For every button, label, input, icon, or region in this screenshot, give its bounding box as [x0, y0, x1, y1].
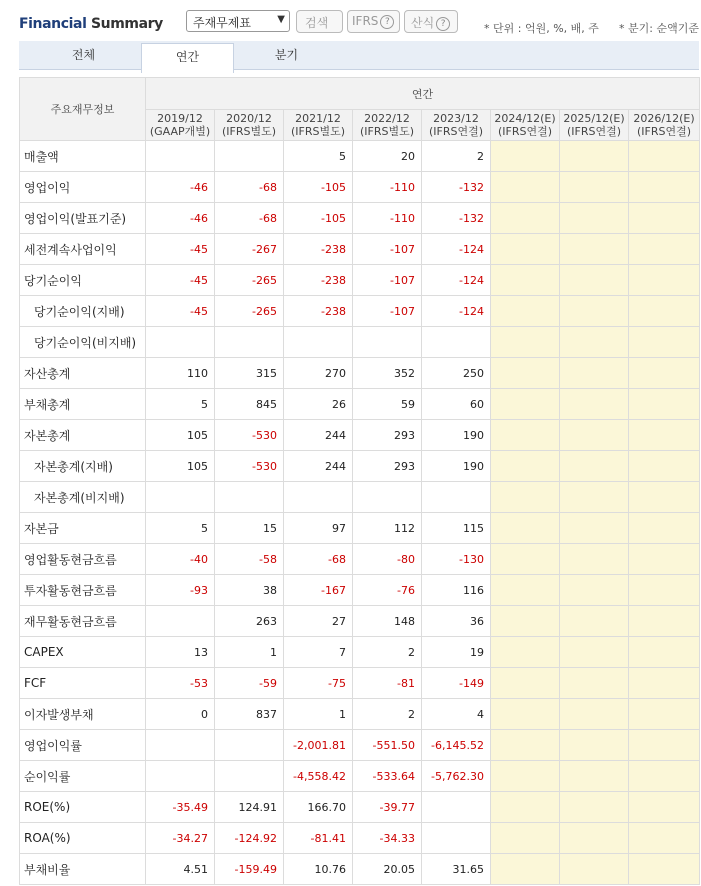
page-title [19, 16, 163, 32]
value-cell: -124 [422, 296, 491, 327]
value-cell: 2 [422, 141, 491, 172]
period-year: 2019/12 [157, 112, 203, 125]
value-cell [629, 327, 700, 358]
value-cell: 190 [422, 451, 491, 482]
row-label: 자본금 [20, 513, 146, 544]
value-cell: 244 [284, 420, 353, 451]
value-cell [422, 482, 491, 513]
row-label: 순이익률 [20, 761, 146, 792]
row-label: 영업활동현금흐름 [20, 544, 146, 575]
value-cell [629, 389, 700, 420]
period-basis: (IFRS연결) [497, 125, 553, 138]
value-cell: 26 [284, 389, 353, 420]
value-cell: 10.76 [284, 854, 353, 885]
value-cell: -107 [353, 265, 422, 296]
table-row [20, 389, 700, 420]
row-label: 부채비율 [20, 854, 146, 885]
value-cell: 19 [422, 637, 491, 668]
value-cell: 0 [146, 699, 215, 730]
value-cell: 293 [353, 451, 422, 482]
period-year: 2020/12 [226, 112, 272, 125]
value-cell [491, 513, 560, 544]
value-cell: -124.92 [215, 823, 284, 854]
value-cell [215, 482, 284, 513]
value-cell [560, 234, 629, 265]
value-cell [491, 668, 560, 699]
value-cell: -46 [146, 172, 215, 203]
value-cell [629, 699, 700, 730]
value-cell [560, 761, 629, 792]
value-cell [491, 637, 560, 668]
value-cell: -238 [284, 265, 353, 296]
value-cell [560, 451, 629, 482]
table-row [20, 854, 700, 885]
period-basis: (IFRS별도) [290, 125, 346, 138]
value-cell: -124 [422, 265, 491, 296]
value-cell [560, 482, 629, 513]
value-cell: 59 [353, 389, 422, 420]
period-header [215, 110, 284, 141]
value-cell: -93 [146, 575, 215, 606]
value-cell [560, 420, 629, 451]
value-cell: -132 [422, 203, 491, 234]
value-cell [629, 482, 700, 513]
value-cell [422, 792, 491, 823]
value-cell: 4.51 [146, 854, 215, 885]
value-cell [560, 637, 629, 668]
column-group-header: 연간 [146, 78, 700, 110]
value-cell [560, 699, 629, 730]
value-cell: -530 [215, 451, 284, 482]
table-row [20, 420, 700, 451]
value-cell: 250 [422, 358, 491, 389]
value-cell [491, 699, 560, 730]
value-cell [146, 482, 215, 513]
value-cell [629, 575, 700, 606]
period-header [284, 110, 353, 141]
row-label: 자산총계 [20, 358, 146, 389]
value-cell [491, 823, 560, 854]
value-cell: -58 [215, 544, 284, 575]
value-cell [146, 730, 215, 761]
value-cell: -132 [422, 172, 491, 203]
table-row [20, 513, 700, 544]
value-cell [560, 172, 629, 203]
period-header [560, 110, 629, 141]
value-cell: 105 [146, 451, 215, 482]
value-cell: -149 [422, 668, 491, 699]
value-cell [491, 761, 560, 792]
chevron-down-icon: ▼ [277, 14, 285, 25]
value-cell [629, 730, 700, 761]
value-cell: 2 [353, 637, 422, 668]
value-cell [491, 482, 560, 513]
value-cell [560, 358, 629, 389]
row-label: FCF [20, 668, 146, 699]
value-cell: -124 [422, 234, 491, 265]
value-cell: -551.50 [353, 730, 422, 761]
value-cell [491, 141, 560, 172]
value-cell: -34.33 [353, 823, 422, 854]
value-cell: -75 [284, 668, 353, 699]
value-cell [560, 203, 629, 234]
value-cell [353, 482, 422, 513]
value-cell: 60 [422, 389, 491, 420]
period-year: 2025/12(E) [563, 112, 625, 125]
row-label: 투자활동현금흐름 [20, 575, 146, 606]
value-cell: 31.65 [422, 854, 491, 885]
row-label: 당기순이익 [20, 265, 146, 296]
period-year: 2021/12 [295, 112, 341, 125]
row-label: 자본총계(비지배) [20, 482, 146, 513]
value-cell: -34.27 [146, 823, 215, 854]
value-cell: 270 [284, 358, 353, 389]
period-basis: (IFRS연결) [636, 125, 692, 138]
value-cell [146, 141, 215, 172]
table-row [20, 792, 700, 823]
formula-button-label: 산식 [411, 16, 435, 30]
value-cell [560, 265, 629, 296]
value-cell [560, 668, 629, 699]
value-cell [491, 420, 560, 451]
period-year: 2026/12(E) [633, 112, 695, 125]
value-cell [629, 823, 700, 854]
period-basis: (IFRS연결) [566, 125, 622, 138]
row-label: ROE(%) [20, 792, 146, 823]
value-cell: -40 [146, 544, 215, 575]
value-cell: -110 [353, 172, 422, 203]
value-cell: 112 [353, 513, 422, 544]
value-cell: -110 [353, 203, 422, 234]
table-row [20, 699, 700, 730]
value-cell: 315 [215, 358, 284, 389]
value-cell: 97 [284, 513, 353, 544]
unit-note: * 단위 : 억원, %, 배, 주 [484, 22, 599, 35]
period-header [422, 110, 491, 141]
table-row [20, 606, 700, 637]
value-cell [629, 265, 700, 296]
value-cell: 4 [422, 699, 491, 730]
value-cell: -46 [146, 203, 215, 234]
value-cell: 20.05 [353, 854, 422, 885]
period-basis: (IFRS연결) [428, 125, 484, 138]
financial-summary-table [19, 77, 700, 885]
value-cell: 1 [284, 699, 353, 730]
tab-all[interactable]: 전체 [71, 48, 96, 62]
formula-help-button[interactable] [404, 10, 458, 33]
value-cell: 5 [146, 513, 215, 544]
value-cell: -265 [215, 296, 284, 327]
value-cell: -5,762.30 [422, 761, 491, 792]
row-label: 매출액 [20, 141, 146, 172]
value-cell: -59 [215, 668, 284, 699]
value-cell: -265 [215, 265, 284, 296]
value-cell: -68 [215, 203, 284, 234]
row-label: 부채총계 [20, 389, 146, 420]
period-header [629, 110, 700, 141]
tab-annual[interactable]: 연간 [141, 43, 234, 73]
value-cell: 845 [215, 389, 284, 420]
row-label: 세전계속사업이익 [20, 234, 146, 265]
table-row [20, 761, 700, 792]
value-cell: 148 [353, 606, 422, 637]
period-year: 2024/12(E) [494, 112, 556, 125]
value-cell: 166.70 [284, 792, 353, 823]
table-row [20, 265, 700, 296]
value-cell: 105 [146, 420, 215, 451]
ifrs-button-label: IFRS [352, 14, 379, 28]
table-row [20, 141, 700, 172]
value-cell: -39.77 [353, 792, 422, 823]
value-cell: -167 [284, 575, 353, 606]
table-row [20, 234, 700, 265]
value-cell [215, 761, 284, 792]
tab-quarterly[interactable]: 분기 [274, 48, 299, 62]
value-cell [422, 823, 491, 854]
value-cell: 20 [353, 141, 422, 172]
value-cell: 7 [284, 637, 353, 668]
value-cell [284, 482, 353, 513]
value-cell: -45 [146, 296, 215, 327]
table-row [20, 451, 700, 482]
value-cell [560, 606, 629, 637]
title-summary: Summary [90, 16, 163, 32]
value-cell [560, 141, 629, 172]
value-cell: -81 [353, 668, 422, 699]
value-cell: 116 [422, 575, 491, 606]
value-cell [560, 327, 629, 358]
value-cell: 110 [146, 358, 215, 389]
row-label: 당기순이익(비지배) [20, 327, 146, 358]
row-label: 당기순이익(지배) [20, 296, 146, 327]
value-cell [629, 854, 700, 885]
value-cell [353, 327, 422, 358]
value-cell [629, 606, 700, 637]
value-cell: 2 [353, 699, 422, 730]
row-label: 이자발생부채 [20, 699, 146, 730]
value-cell [491, 544, 560, 575]
search-button-label: 검색 [305, 16, 329, 30]
row-label: 영업이익(발표기준) [20, 203, 146, 234]
value-cell [491, 203, 560, 234]
value-cell: 38 [215, 575, 284, 606]
value-cell [560, 854, 629, 885]
value-cell [284, 327, 353, 358]
value-cell [491, 792, 560, 823]
value-cell: -45 [146, 265, 215, 296]
value-cell: -533.64 [353, 761, 422, 792]
row-label: 영업이익률 [20, 730, 146, 761]
value-cell [629, 420, 700, 451]
statement-type-value: 주재무제표 [193, 16, 251, 30]
value-cell: -107 [353, 296, 422, 327]
period-header [353, 110, 422, 141]
period-header [146, 110, 215, 141]
period-basis: (IFRS별도) [359, 125, 415, 138]
row-label: 자본총계(지배) [20, 451, 146, 482]
value-cell: -105 [284, 172, 353, 203]
value-cell [629, 637, 700, 668]
value-cell: 115 [422, 513, 491, 544]
table-row [20, 296, 700, 327]
period-header [491, 110, 560, 141]
value-cell: -530 [215, 420, 284, 451]
value-cell [560, 730, 629, 761]
value-cell: -267 [215, 234, 284, 265]
value-cell [491, 265, 560, 296]
value-cell: 15 [215, 513, 284, 544]
table-row [20, 637, 700, 668]
value-cell [146, 761, 215, 792]
value-cell [491, 606, 560, 637]
value-cell [629, 544, 700, 575]
value-cell [491, 327, 560, 358]
value-cell [629, 761, 700, 792]
value-cell [560, 792, 629, 823]
question-icon: ? [436, 17, 450, 31]
value-cell: -68 [215, 172, 284, 203]
value-cell [629, 792, 700, 823]
table-row [20, 327, 700, 358]
value-cell: 263 [215, 606, 284, 637]
value-cell: -130 [422, 544, 491, 575]
value-cell: 5 [146, 389, 215, 420]
table-row [20, 668, 700, 699]
period-basis: (IFRS별도) [221, 125, 277, 138]
value-cell: -2,001.81 [284, 730, 353, 761]
value-cell: 124.91 [215, 792, 284, 823]
value-cell: -80 [353, 544, 422, 575]
ifrs-help-button[interactable] [347, 10, 400, 33]
row-label: 재무활동현금흐름 [20, 606, 146, 637]
value-cell: -238 [284, 234, 353, 265]
value-cell: -6,145.52 [422, 730, 491, 761]
value-cell: -81.41 [284, 823, 353, 854]
table-row [20, 482, 700, 513]
value-cell [629, 203, 700, 234]
value-cell [491, 358, 560, 389]
value-cell: 5 [284, 141, 353, 172]
value-cell [629, 358, 700, 389]
value-cell: -53 [146, 668, 215, 699]
table-row [20, 575, 700, 606]
column-header-label: 주요재무정보 [20, 78, 146, 141]
period-year: 2022/12 [364, 112, 410, 125]
table-row [20, 823, 700, 854]
value-cell [629, 141, 700, 172]
value-cell [491, 730, 560, 761]
value-cell: 293 [353, 420, 422, 451]
value-cell: 36 [422, 606, 491, 637]
table-row [20, 730, 700, 761]
value-cell: -76 [353, 575, 422, 606]
period-basis: (GAAP개별) [149, 125, 211, 138]
value-cell: -45 [146, 234, 215, 265]
value-cell [560, 544, 629, 575]
row-label: 영업이익 [20, 172, 146, 203]
title-financial: Financial [19, 16, 87, 32]
value-cell [560, 296, 629, 327]
value-cell: -35.49 [146, 792, 215, 823]
row-label: 자본총계 [20, 420, 146, 451]
value-cell [560, 513, 629, 544]
row-label: ROA(%) [20, 823, 146, 854]
value-cell [560, 575, 629, 606]
value-cell [491, 854, 560, 885]
value-cell: -4,558.42 [284, 761, 353, 792]
value-cell [422, 327, 491, 358]
value-cell [146, 327, 215, 358]
period-year: 2023/12 [433, 112, 479, 125]
value-cell [146, 606, 215, 637]
search-button[interactable] [296, 10, 343, 33]
value-cell [491, 296, 560, 327]
value-cell [629, 513, 700, 544]
value-cell [629, 296, 700, 327]
period-tabs [19, 41, 699, 70]
value-cell [215, 141, 284, 172]
value-cell: 1 [215, 637, 284, 668]
value-cell [491, 451, 560, 482]
value-cell [560, 823, 629, 854]
statement-type-select[interactable] [186, 10, 290, 32]
value-cell [629, 668, 700, 699]
quarter-basis-note: * 분기: 순액기준 [619, 22, 699, 35]
value-cell [560, 389, 629, 420]
value-cell: -105 [284, 203, 353, 234]
table-row [20, 172, 700, 203]
value-cell [491, 389, 560, 420]
value-cell [629, 234, 700, 265]
value-cell [629, 172, 700, 203]
value-cell: -68 [284, 544, 353, 575]
table-row [20, 544, 700, 575]
table-row [20, 203, 700, 234]
value-cell: 837 [215, 699, 284, 730]
value-cell [629, 451, 700, 482]
value-cell [491, 575, 560, 606]
value-cell [215, 730, 284, 761]
value-cell: 13 [146, 637, 215, 668]
value-cell: 244 [284, 451, 353, 482]
value-cell: -159.49 [215, 854, 284, 885]
question-icon: ? [380, 15, 394, 29]
value-cell [215, 327, 284, 358]
value-cell [491, 172, 560, 203]
table-row [20, 358, 700, 389]
value-cell: 190 [422, 420, 491, 451]
row-label: CAPEX [20, 637, 146, 668]
value-cell: 27 [284, 606, 353, 637]
value-cell: -107 [353, 234, 422, 265]
value-cell: 352 [353, 358, 422, 389]
value-cell: -238 [284, 296, 353, 327]
value-cell [491, 234, 560, 265]
